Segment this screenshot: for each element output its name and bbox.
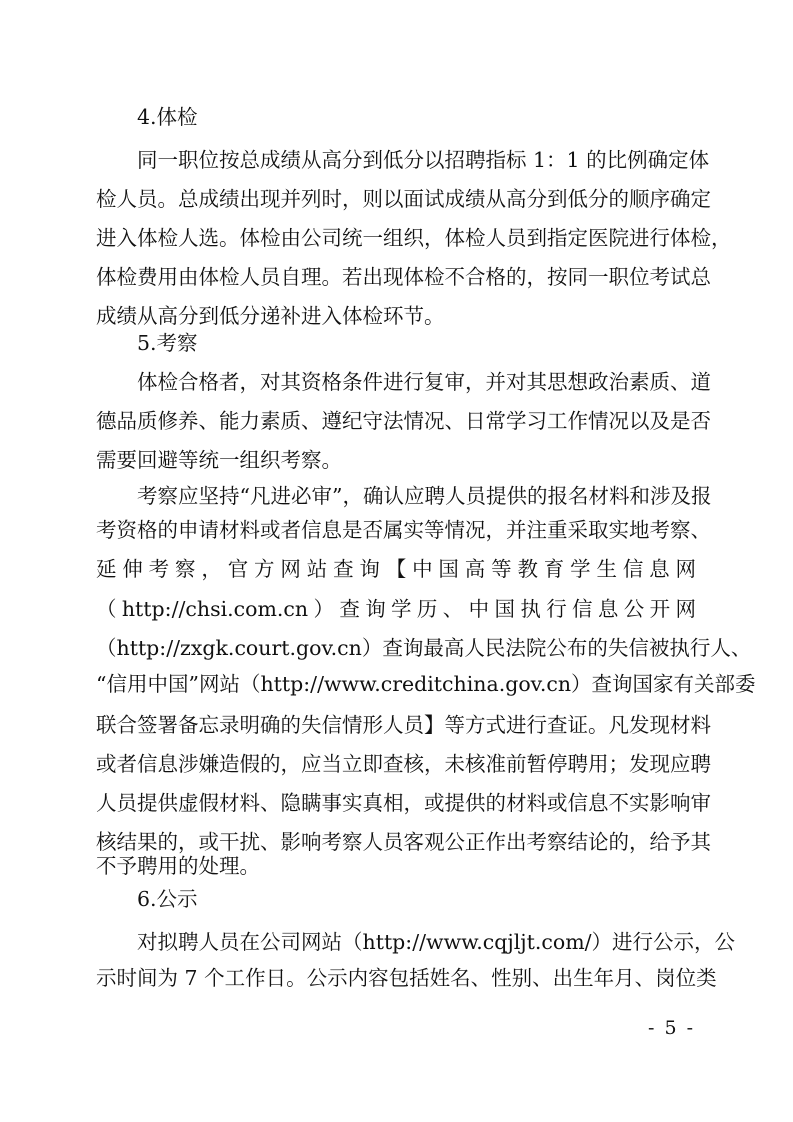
paragraph-line: 或者信息涉嫌造假的，应当立即查核，未核准前暂停聘用；发现应聘 bbox=[96, 752, 711, 776]
paragraph-line: 联合签署备忘录明确的失信情形人员】等方式进行查证。凡发现材料 bbox=[96, 713, 711, 737]
paragraph-line-link-chsi: （http://chsi.com.cn）查询学历、中国执行信息公开网 bbox=[96, 597, 696, 621]
paragraph-line: 延伸考察，官方网站查询【中国高等教育学生信息网 bbox=[96, 557, 696, 581]
paragraph-line: 德品质修养、能力素质、遵纪守法情况、日常学习工作情况以及是否 bbox=[96, 409, 711, 433]
paragraph-line: 示时间为 7 个工作日。公示内容包括姓名、性别、出生年月、岗位类 bbox=[96, 966, 717, 990]
paragraph-line: 人员提供虚假材料、隐瞒事实真相，或提供的材料或信息不实影响审 bbox=[96, 791, 711, 815]
section-heading-inspection: 5.考察 bbox=[137, 331, 198, 355]
paragraph-line: 核结果的，或干扰、影响考察人员客观公正作出考察结论的，给予其 bbox=[96, 830, 711, 854]
section-heading-physical-exam: 4.体检 bbox=[137, 105, 198, 129]
paragraph-line: 体检费用由体检人员自理。若出现体检不合格的，按同一职位考试总 bbox=[96, 265, 711, 289]
paragraph-line: 考察应坚持“凡进必审”，确认应聘人员提供的报名材料和涉及报 bbox=[137, 484, 712, 508]
paragraph-line-link-creditchina: “信用中国”网站（http://www.creditchina.gov.cn）查询国家有关部委 bbox=[96, 672, 756, 696]
paragraph-line: 考资格的申请材料或者信息是否属实等情况，并注重采取实地考察、 bbox=[96, 518, 711, 542]
paragraph-line: 检人员。总成绩出现并列时，则以面试成绩从高分到低分的顺序确定 bbox=[96, 187, 711, 211]
paragraph-line: 不予聘用的处理。 bbox=[96, 854, 260, 878]
paragraph-line-link-cqjljt: 对拟聘人员在公司网站（http://www.cqjljt.com/）进行公示，公 bbox=[137, 930, 736, 954]
paragraph-line: 需要回避等统一组织考察。 bbox=[96, 448, 342, 472]
page-number: - 5 - bbox=[648, 1017, 696, 1039]
paragraph-line: 体检合格者，对其资格条件进行复审，并对其思想政治素质、道 bbox=[137, 370, 711, 394]
section-heading-publicity: 6.公示 bbox=[137, 887, 198, 911]
paragraph-line-link-zxgk: （http://zxgk.court.gov.cn）查询最高人民法院公布的失信被执行人、 bbox=[96, 636, 752, 660]
paragraph-line: 同一职位按总成绩从高分到低分以招聘指标 1：1 的比例确定体 bbox=[137, 148, 710, 172]
paragraph-line: 进入体检人选。体检由公司统一组织，体检人员到指定医院进行体检， bbox=[96, 226, 732, 250]
paragraph-line: 成绩从高分到低分递补进入体检环节。 bbox=[96, 304, 445, 328]
